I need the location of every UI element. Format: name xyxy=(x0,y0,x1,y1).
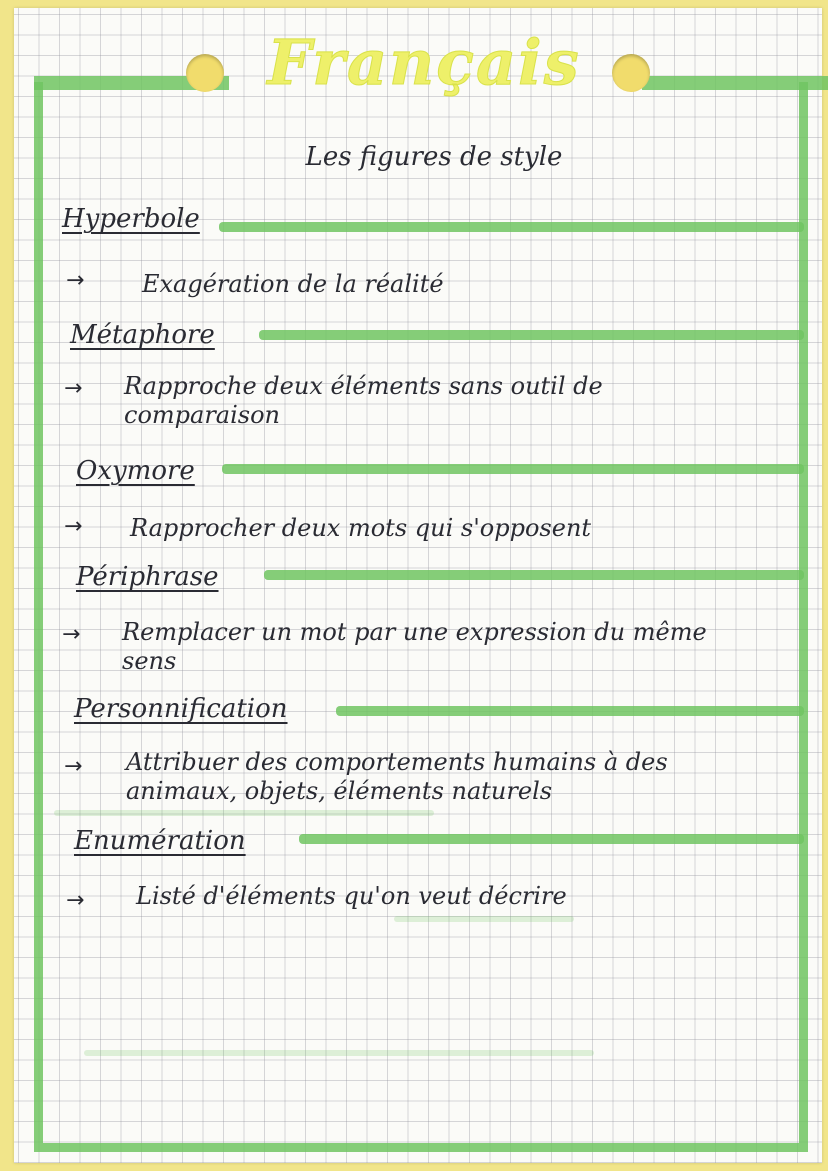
term-underline-bar xyxy=(219,222,804,232)
term-personnification: Personnification xyxy=(74,694,288,724)
arrow-icon: → xyxy=(62,622,81,647)
arrow-icon: → xyxy=(64,514,83,539)
definition-periphrase: Remplacer un mot par une expression du même sens xyxy=(122,618,707,675)
term-periphrase: Périphrase xyxy=(76,562,219,592)
green-border-frame xyxy=(34,82,808,1152)
binder-hole-left xyxy=(186,54,224,92)
definition-personnification: Attribuer des comportements humains à des animaux, objets, éléments naturels xyxy=(126,748,668,805)
definition-metaphore: Rapproche deux éléments sans outil de comparaison xyxy=(124,372,603,429)
term-metaphore: Métaphore xyxy=(70,320,215,350)
term-underline-bar xyxy=(264,570,804,580)
definition-hyperbole: Exagération de la réalité xyxy=(142,270,444,298)
definition-enumeration: Listé d'éléments qu'on veut décrire xyxy=(136,882,567,910)
highlighter-smudge xyxy=(394,916,574,922)
green-border-top-right xyxy=(642,76,828,90)
arrow-icon: → xyxy=(64,754,83,779)
term-enumeration: Enumération xyxy=(74,826,246,856)
highlighter-smudge xyxy=(54,810,434,816)
term-underline-bar xyxy=(259,330,804,340)
term-underline-bar xyxy=(299,834,804,844)
arrow-icon: → xyxy=(64,376,83,401)
highlighter-smudge xyxy=(84,1050,594,1056)
page-subtitle: Les figures de style xyxy=(305,142,563,172)
term-underline-bar xyxy=(222,464,804,474)
term-underline-bar xyxy=(336,706,804,716)
notebook-page xyxy=(14,8,822,1163)
definition-oxymore: Rapprocher deux mots qui s'opposent xyxy=(130,514,592,542)
binder-hole-right xyxy=(612,54,650,92)
term-oxymore: Oxymore xyxy=(76,456,195,486)
arrow-icon: → xyxy=(66,888,85,913)
term-hyperbole: Hyperbole xyxy=(62,204,200,234)
arrow-icon: → xyxy=(66,268,85,293)
page-title: Français xyxy=(267,26,581,99)
